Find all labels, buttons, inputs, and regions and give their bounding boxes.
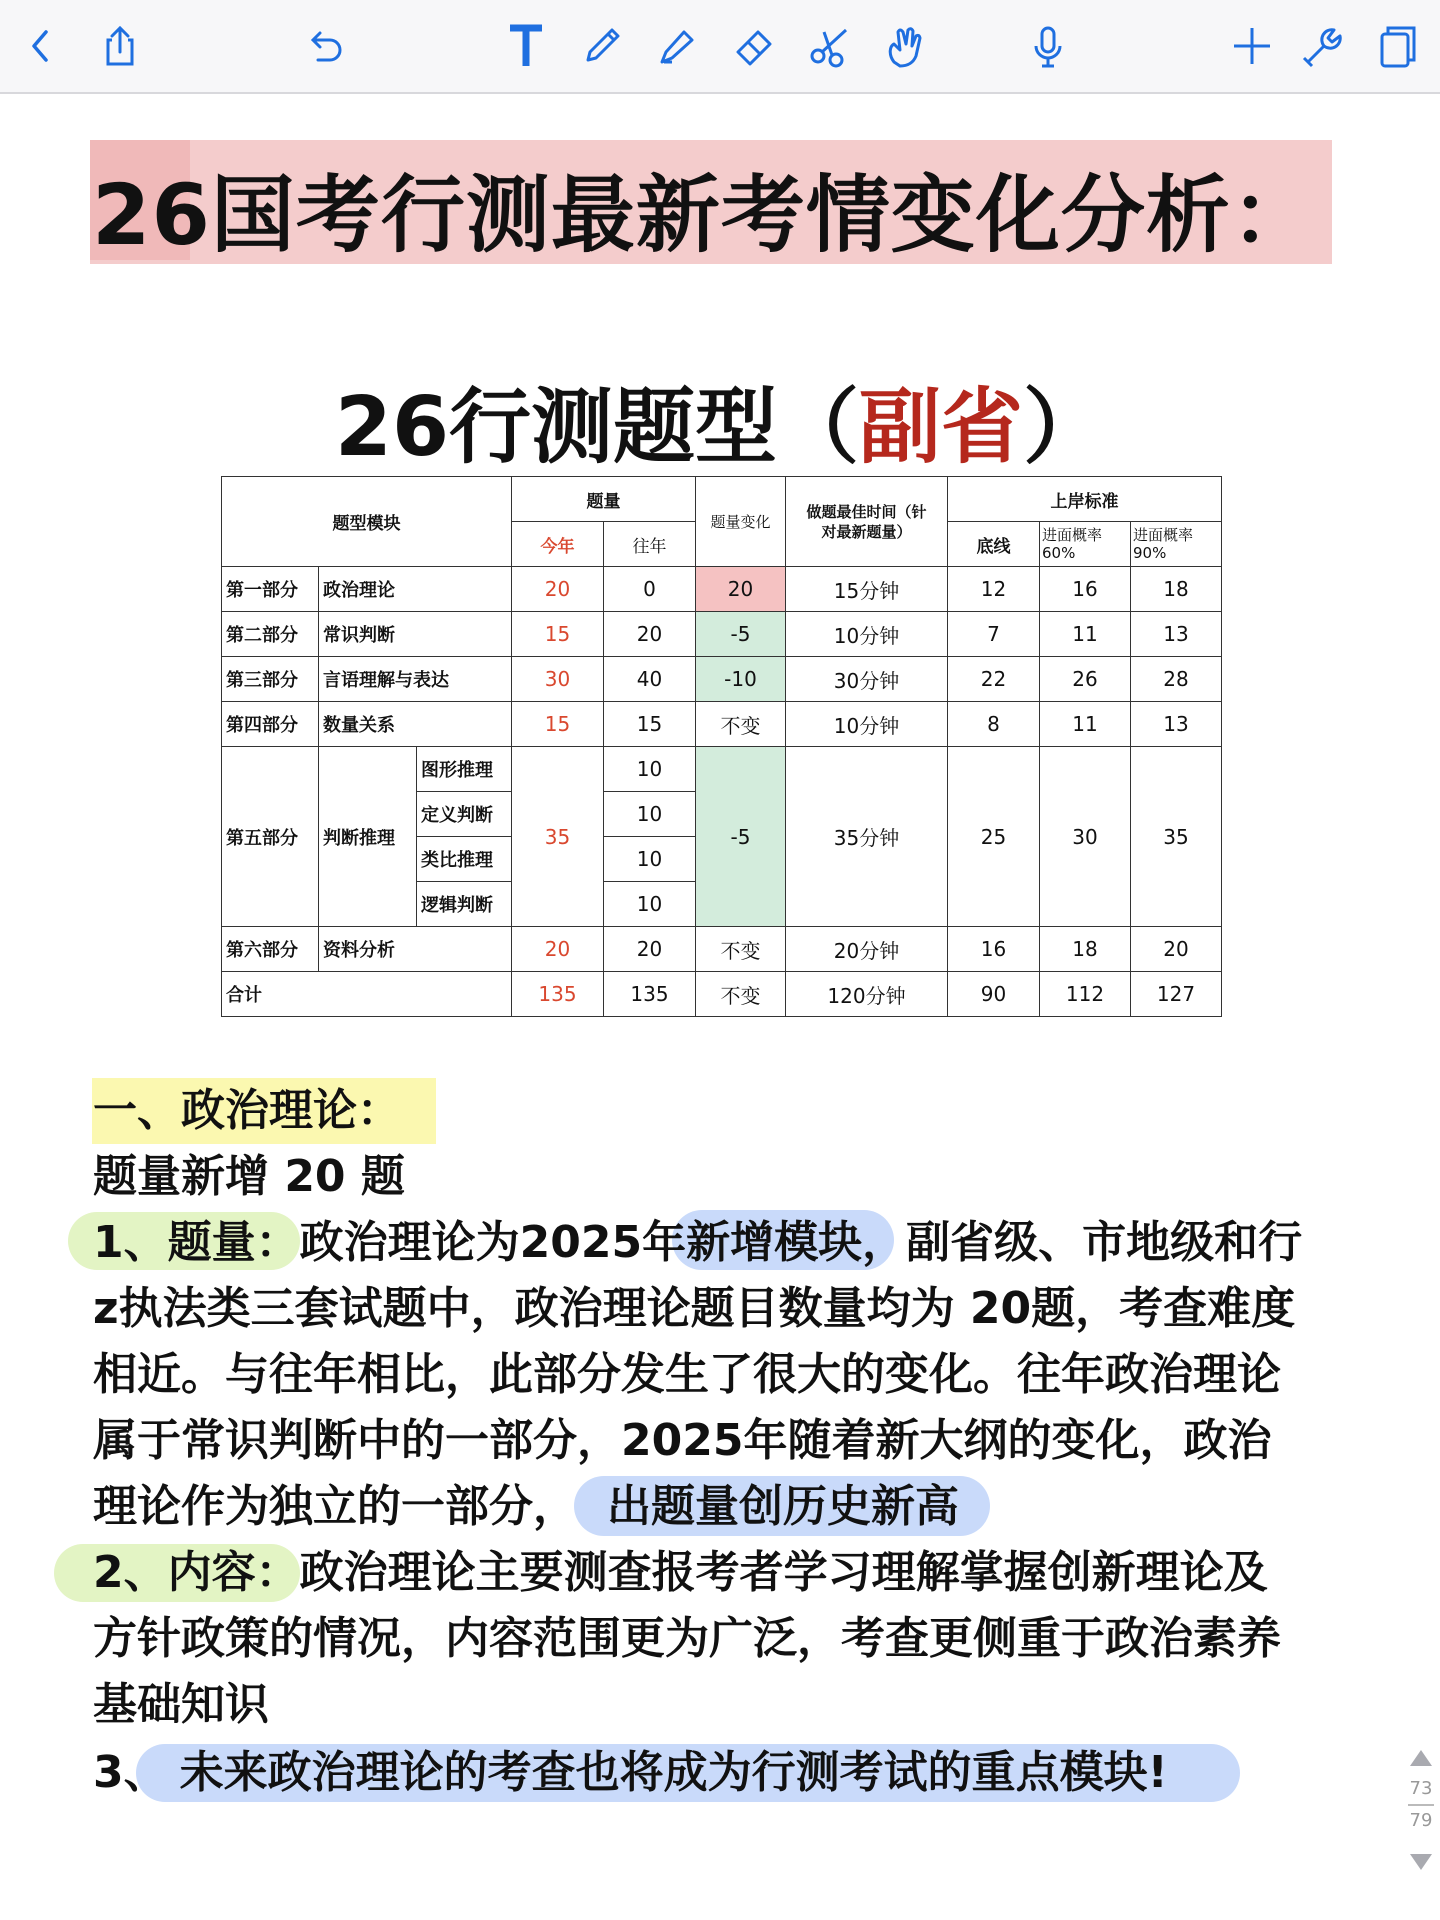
section-line-1: 题量新增 20 题 <box>93 1151 405 1202</box>
table-row: 定义判断 10 <box>222 792 1222 837</box>
paragraph-1-line-3: 相近。与往年相比，此部分发生了很大的变化。往年政治理论 <box>93 1349 1281 1400</box>
table-row: 第二部分 常识判断 15 20 -5 10分钟 7 11 13 <box>222 612 1222 657</box>
header-p90: 进面概率90% <box>1131 522 1222 567</box>
table-row: 逻辑判断 10 <box>222 882 1222 927</box>
paragraph-2-line-1: 2、内容：政治理论主要测查报考者学习理解掌握创新理论及 <box>93 1547 1268 1598</box>
wrench-icon[interactable] <box>1296 18 1352 74</box>
undo-icon[interactable] <box>296 18 352 74</box>
header-change: 题量变化 <box>696 477 786 567</box>
table-row: 第五部分 判断推理 图形推理 35 10 -5 35分钟 25 30 35 <box>222 747 1222 792</box>
paragraph-1-line-2: z执法类三套试题中，政治理论题目数量均为 20题，考查难度 <box>93 1283 1296 1334</box>
highlight-new-module: 新增模块 <box>686 1217 863 1268</box>
header-module: 题型模块 <box>222 477 512 567</box>
table-title-prefix: 26行测题型（ <box>334 380 860 475</box>
highlighter-icon[interactable] <box>648 18 704 74</box>
header-this-year: 今年 <box>512 522 604 567</box>
paragraph-3: 3、 未来政治理论的考查也将成为行测考试的重点模块! <box>93 1747 1168 1798</box>
table-row: 第四部分 数量关系 15 15 不变 10分钟 8 11 13 <box>222 702 1222 747</box>
table-row: 第六部分 资料分析 20 20 不变 20分钟 16 18 20 <box>222 927 1222 972</box>
table-row-total: 合计 135 135 不变 120分钟 90 112 127 <box>222 972 1222 1017</box>
header-p60: 进面概率60% <box>1040 522 1131 567</box>
page-current: 73 <box>1409 1778 1433 1799</box>
table-row: 第三部分 言语理解与表达 30 40 -10 30分钟 22 26 28 <box>222 657 1222 702</box>
header-time: 做题最佳时间（针对最新题量） <box>786 477 948 567</box>
header-base: 底线 <box>948 522 1040 567</box>
toolbar <box>0 0 1440 94</box>
paragraph-1-label: 1、题量： <box>93 1217 300 1268</box>
highlight-future-focus: 未来政治理论的考查也将成为行测考试的重点模块! <box>179 1747 1168 1798</box>
header-qty: 题量 <box>512 477 696 522</box>
table-title <box>0 362 1440 479</box>
text-tool-icon[interactable] <box>498 18 554 74</box>
scissors-icon[interactable] <box>802 18 858 74</box>
table-row: 类比推理 10 <box>222 837 1222 882</box>
header-past: 往年 <box>604 522 696 567</box>
add-icon[interactable] <box>1224 18 1280 74</box>
paragraph-2-label: 2、内容： <box>93 1547 300 1598</box>
paragraph-1-line-5: 理论作为独立的一部分， 出题量创历史新高 <box>93 1481 959 1532</box>
paragraph-2-line-3: 基础知识 <box>93 1679 269 1730</box>
table-title-highlight: 副省 <box>859 380 1024 475</box>
paragraph-1-line-1: 1、题量：政治理论为2025年新增模块，副省级、市地级和行 <box>93 1217 1303 1268</box>
back-icon[interactable] <box>12 18 68 74</box>
page-down-icon[interactable] <box>1408 1852 1434 1872</box>
eraser-icon[interactable] <box>726 18 782 74</box>
table-row: 第一部分 政治理论 20 0 20 15分钟 12 16 18 <box>222 567 1222 612</box>
pen-icon[interactable] <box>574 18 630 74</box>
page-title: 26国考行测最新考情变化分析： <box>92 166 1316 264</box>
microphone-icon[interactable] <box>1020 18 1076 74</box>
header-standard: 上岸标准 <box>948 477 1222 522</box>
table-title-suffix: ） <box>1023 380 1106 475</box>
page-divider <box>1408 1804 1434 1806</box>
page-up-icon[interactable] <box>1408 1748 1434 1768</box>
paragraph-1-line-4: 属于常识判断中的一部分，2025年随着新大纲的变化，政治 <box>93 1415 1272 1466</box>
hand-icon[interactable] <box>876 18 932 74</box>
highlight-record-high: 出题量创历史新高 <box>607 1481 959 1532</box>
question-type-table <box>221 476 1222 1017</box>
share-icon[interactable] <box>92 18 148 74</box>
page-icon[interactable] <box>1370 18 1426 74</box>
paragraph-2-line-2: 方针政策的情况，内容范围更为广泛，考查更侧重于政治素养 <box>93 1613 1281 1664</box>
page-total: 79 <box>1409 1810 1433 1831</box>
section-heading: 一、政治理论： <box>93 1085 401 1136</box>
